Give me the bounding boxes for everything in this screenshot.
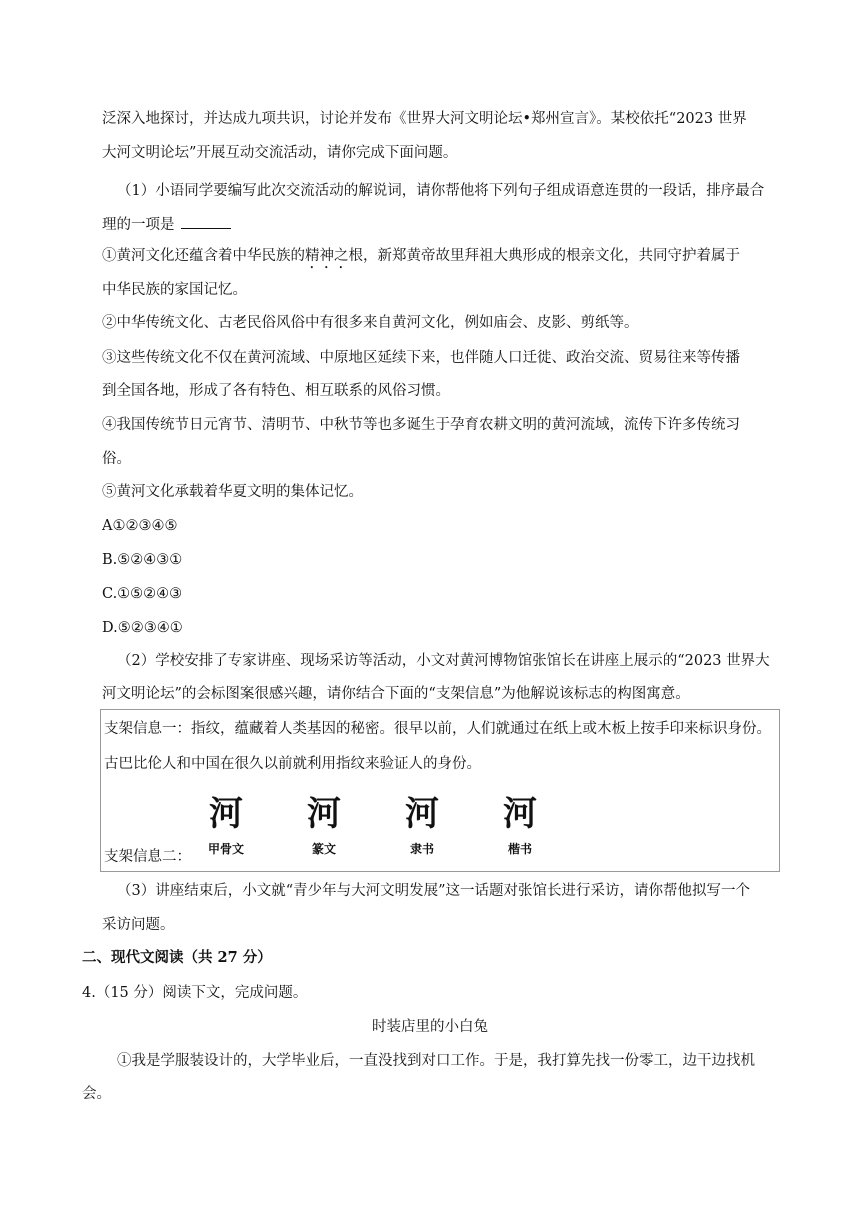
sentence-4-line-a: ④我国传统节日元宵节、清明节、中秋节等也多诞生于孕育农耕文明的黄河流域，流传下许多传统习 <box>102 417 740 433</box>
line-p2: 大河文明论坛”开展互动交流活动，请你完成下面问题。 <box>102 145 458 161</box>
info-box <box>100 709 780 872</box>
glyph-item <box>387 784 457 857</box>
question-1-text: 理的一项是 <box>102 217 175 233</box>
story-title: 时装店里的小白兔 <box>372 1019 488 1035</box>
glyph-character: 河 <box>307 793 341 834</box>
question-1-line-a: （1）小语同学要编写此次交流活动的解说词，请你帮他将下列句子组成语意连贯的一段话，排序最合 <box>117 183 765 199</box>
info-2-label: 支架信息二： <box>104 849 191 865</box>
story-paragraph-1-line-b: 会。 <box>82 1086 111 1102</box>
info-1-line-a: 支架信息一：指纹，蕴藏着人类基因的秘密。很早以前，人们就通过在纸上或木板上按手印来标识身份。 <box>104 721 771 737</box>
question-1-line-b <box>102 214 231 235</box>
info-1-line-b: 古巴比伦人和中国在很久以前就利用指纹来验证人的身份。 <box>104 756 481 772</box>
section-heading: 二、现代文阅读（共 27 分） <box>82 949 272 966</box>
answer-blank <box>181 214 231 229</box>
question-2-line-b: 河文明论坛”的会标图案很感兴趣，请你结合下面的“支架信息”为他解说该标志的构图寓意。 <box>102 686 690 702</box>
sentence-1-line-a <box>102 246 740 272</box>
line-p1: 泛深入地探讨，并达成九项共识，讨论并发布《世界大河文明论坛•郑州宣言》。某校依托“2023 世界 <box>102 111 747 127</box>
glyph-row <box>191 784 555 857</box>
sentence-2: ②中华传统文化、古老民俗风俗中有很多来自黄河文化，例如庙会、皮影、剪纸等。 <box>102 315 639 331</box>
glyph-caption: 甲骨文 <box>207 842 244 856</box>
sentence-5: ⑤黄河文化承载着华夏文明的集体记忆。 <box>102 484 363 500</box>
sentence-1-emphasis: 精神之 <box>305 248 349 264</box>
story-paragraph-1-line-a: ①我是学服装设计的，大学毕业后，一直没找到对口工作。于是，我打算先找一份零工，边干边找机 <box>117 1053 755 1069</box>
question-3-line-b: 采访问题。 <box>102 917 175 933</box>
glyph-caption: 篆文 <box>311 842 336 856</box>
glyph-item <box>485 784 555 857</box>
glyph-caption: 隶书 <box>409 842 434 856</box>
glyph-character: 河 <box>503 793 537 834</box>
option-b: B.⑤②④③① <box>102 552 183 568</box>
option-d: D.⑤②③④① <box>102 620 183 636</box>
sentence-3-line-a: ③这些传统文化不仅在黄河流域、中原地区延续下来，也伴随人口迁徙、政治交流、贸易往来等传播 <box>102 350 740 366</box>
sentence-1-post: 根，新郑黄帝故里拜祖大典形成的根亲文化，共同守护着属于 <box>348 248 740 264</box>
question-3-line-a: （3）讲座结束后，小文就“青少年与大河文明发展”这一话题对张馆长进行采访，请你帮他拟写一个 <box>117 883 751 899</box>
sentence-1-pre: ①黄河文化还蕴含着中华民族的 <box>102 248 305 264</box>
sentence-3-line-b: 到全国各地，形成了各有特色、相互联系的风俗习惯。 <box>102 383 450 399</box>
question-2-line-a: （2）学校安排了专家讲座、现场采访等活动，小文对黄河博物馆张馆长在讲座上展示的“2023 世界大 <box>117 653 770 669</box>
glyph-character: 河 <box>209 793 243 834</box>
glyph-item <box>289 784 359 857</box>
glyph-item <box>191 784 261 857</box>
sentence-4-line-b: 俗。 <box>102 451 131 467</box>
glyph-character: 河 <box>405 793 439 834</box>
glyph-caption: 楷书 <box>507 842 532 856</box>
option-c: C.①⑤②④③ <box>102 586 183 602</box>
sentence-1-line-b: 中华民族的家国记忆。 <box>102 282 247 298</box>
question-4-heading: 4.（15 分）阅读下文，完成问题。 <box>82 985 308 1001</box>
option-a: A①②③④⑤ <box>102 518 178 534</box>
